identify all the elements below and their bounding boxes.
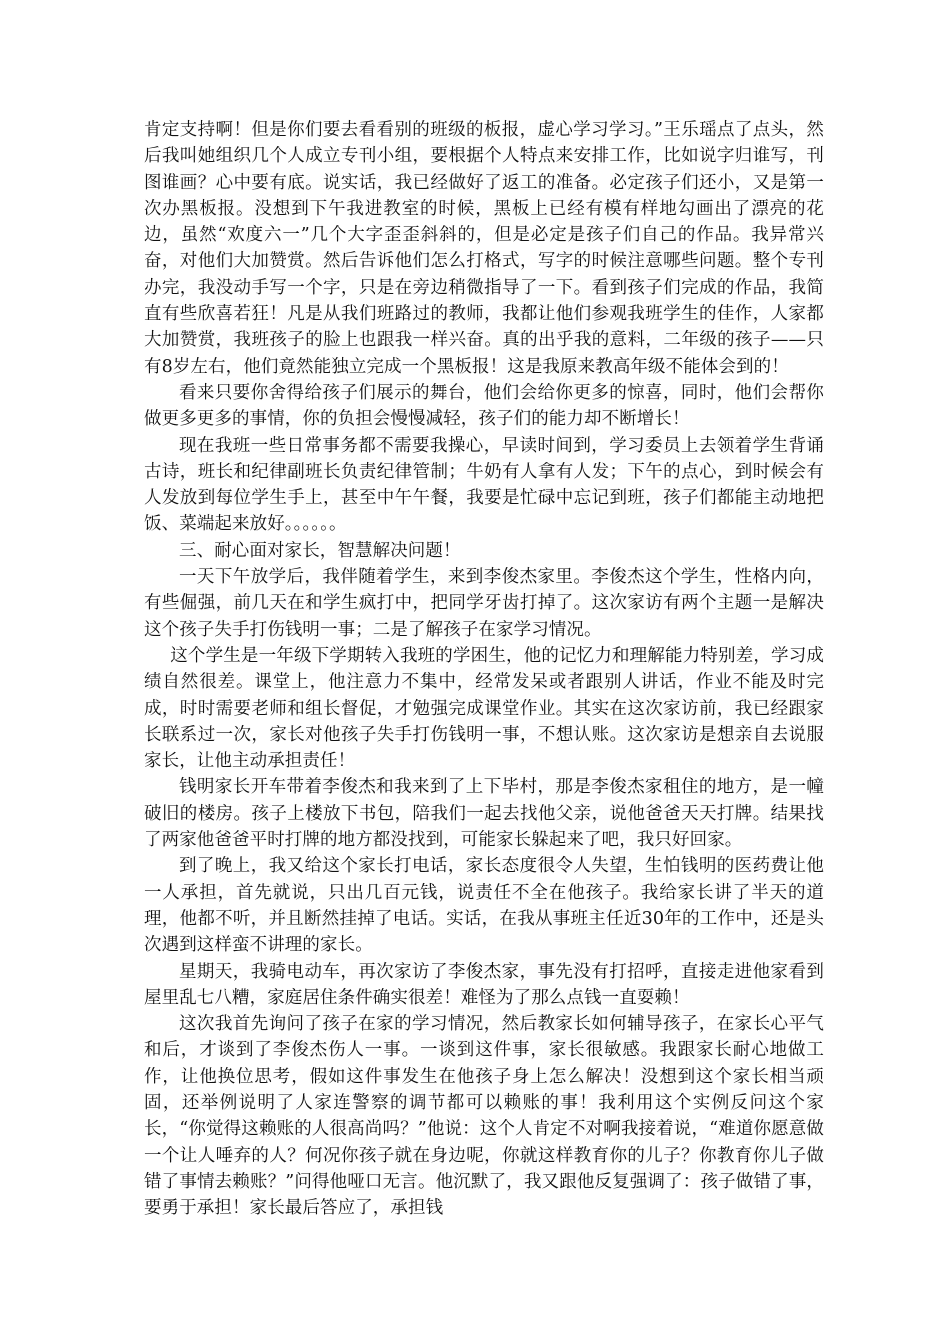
paragraph-phone-call: 到了晚上，我又给这个家长打电话，家长态度很令人失望，生怕钱明的医药费让他一人承担，首先就说，只出几百元钱，说责任不全在他孩子。我给家长讲了半天的道理，他都不听，并且断然挂掉了电话。实话，在我从事班主任近30年的工作中，还是头次遇到这样蛮不讲理的家长。 bbox=[144, 856, 824, 956]
paragraph-persuasion: 这次我首先询问了孩子在家的学习情况，然后教家长如何辅导孩子，在家长心平气和后，才谈到了李俊杰伤人一事。一谈到这件事，家长很敏感。我跟家长耐心地做工作，让他换位思考，假如这件事发生在他孩子身上怎么解决！没想到这个家长相当顽固，还举例说明了人家连警察的调节都可以赖账的事！我利用这个实例反问这个家长，“你觉得这赖账的人很高尚吗？”他说：这个人肯定不对啊我接着说，“难道你愿意做一个让人唾弃的人？何况你孩子就在身边呢，你就这样教育你的儿子？你教育你儿子做错了事情去赖账？”问得他哑口无言。他沉默了，我又跟他反复强调了：孩子做错了事，要勇于承担！家长最后答应了，承担钱 bbox=[144, 1014, 824, 1219]
paragraph-village-visit: 钱明家长开车带着李俊杰和我来到了上下毕村，那是李俊杰家租住的地方，是一幢破旧的楼房。孩子上楼放下书包，陪我们一起去找他父亲，说他爸爸天天打牌。结果找了两家他爸爸平时打牌的地方都没找到，可能家长躲起来了吧，我只好回家。 bbox=[144, 777, 824, 851]
paragraph-daily-affairs: 现在我班一些日常事务都不需要我操心，早读时间到，学习委员上去领着学生背诵古诗，班长和纪律副班长负责纪律管制；牛奶有人拿有人发；下午的点心，到时候会有人发放到每位学生手上，甚至中午午餐，我要是忙碌中忘记到班，孩子们都能主动地把饭、菜端起来放好。。。。。。 bbox=[144, 435, 824, 535]
document-page bbox=[144, 117, 824, 1221]
paragraph-blackboard-story: 肯定支持啊！但是你们要去看看别的班级的板报，虚心学习学习。”王乐瑶点了点头，然后我叫她组织几个人成立专刊小组，要根据个人特点来安排工作，比如说字归谁写，刊图谁画？心中要有底。说实话，我已经做好了返工的准备。必定孩子们还小，又是第一次办黑板报。没想到下午我进教室的时候，黑板上已经有模有样地勾画出了漂亮的花边，虽然“欢度六一”几个大字歪歪斜斜的，但是必定是孩子们自己的作品。我异常兴奋，对他们大加赞赏。然后告诉他们怎么打格式，写字的时候注意哪些问题。整个专刊办完，我没动手写一个字，只是在旁边稍微指导了一下。看到孩子们完成的作品，我简直有些欣喜若狂！凡是从我们班路过的教师，我都让他们参观我班学生的佳作，人家都大加赞赏，我班孩子的脸上也跟我一样兴奋。真的出乎我的意料，二年级的孩子——只有8岁左右，他们竟然能独立完成一个黑板报！这是我原来教高年级不能体会到的！ bbox=[144, 120, 824, 377]
section-heading-parents: 三、耐心面对家长，智慧解决问题！ bbox=[179, 540, 461, 561]
paragraph-home-visit: 一天下午放学后，我伴随着学生，来到李俊杰家里。李俊杰这个学生，性格内向，有些倔强，前几天在和学生疯打中，把同学牙齿打掉了。这次家访有两个主题一是解决这个孩子失手打伤钱明一事；二是了解孩子在家学习情况。 bbox=[144, 567, 824, 640]
paragraph-struggling-student: 这个学生是一年级下学期转入我班的学困生，他的记忆力和理解能力特别差，学习成绩自然很差。课堂上，他注意力不集中，经常发呆或者跟别人讲话，作业不能及时完成，时时需要老师和组长督促，才勉强完成课堂作业。其实在这次家访前，我已经跟家长联系过一次，家长对他孩子失手打伤钱明一事，不想认账。这次家访是想亲自去说服家长，让他主动承担责任！ bbox=[144, 645, 824, 772]
paragraph-stage-for-children: 看来只要你舍得给孩子们展示的舞台，他们会给你更多的惊喜，同时，他们会帮你做更多更多的事情，你的负担会慢慢减轻，孩子们的能力却不断增长！ bbox=[144, 382, 824, 430]
paragraph-sunday-visit: 星期天，我骑电动车，再次家访了李俊杰家，事先没有打招呼，直接走进他家看到屋里乱七八糟，家庭居住条件确实很差！难怪为了那么点钱一直耍赖！ bbox=[144, 961, 824, 1008]
